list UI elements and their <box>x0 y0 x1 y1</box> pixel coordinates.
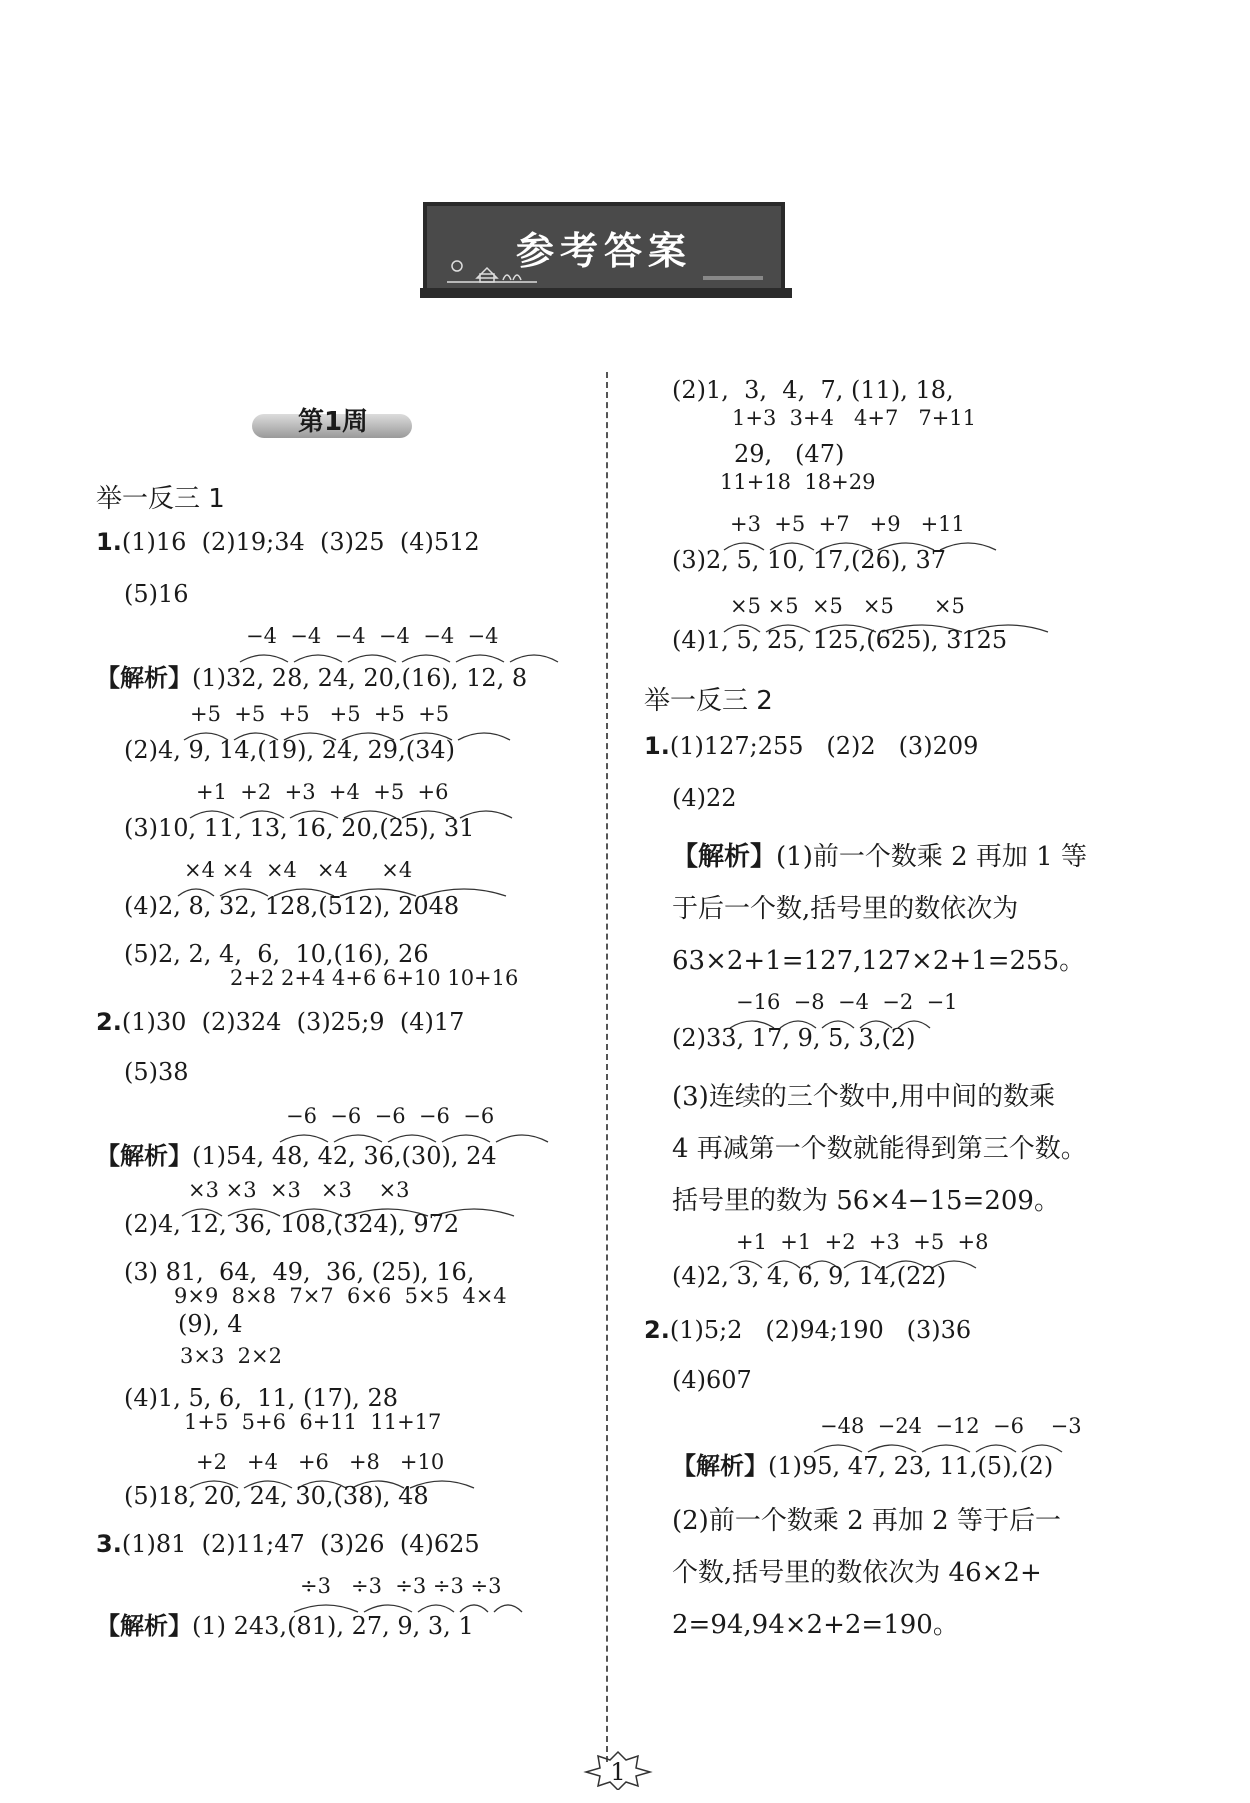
rq2-answer-line2: (4)607 <box>672 1366 752 1394</box>
analysis-tag: 【解析】 <box>672 1452 768 1480</box>
rk2c: 2=94,94×2+2=190。 <box>672 1610 959 1640</box>
q1-answer <box>96 528 480 556</box>
banner-base <box>420 288 792 298</box>
q2-j1-ops: −6 −6 −6 −6 −6 <box>286 1104 495 1128</box>
q1-j2-ops: +5 +5 +5 +5 +5 +5 <box>190 702 450 726</box>
rk1-text: (1)95, 47, 23, 11,(5),(2) <box>768 1452 1054 1480</box>
rj2: (2)33, 17, 9, 5, 3,(2) <box>672 1024 916 1052</box>
q2-j5-ops: +2 +4 +6 +8 +10 <box>196 1450 445 1474</box>
q2-j3b: (9), 4 <box>178 1310 243 1338</box>
r3-ops: +3 +5 +7 +9 +11 <box>730 512 965 536</box>
analysis-tag: 【解析】 <box>96 664 192 692</box>
q1-answer-text: (1)16 (2)19;34 (3)25 (4)512 <box>121 528 480 556</box>
r4: (4)1, 5, 25, 125,(625), 3125 <box>672 626 1008 654</box>
q1-answer-line2: (5)16 <box>124 580 189 608</box>
rj1a <box>672 836 1087 873</box>
analysis-tag: 【解析】 <box>96 1142 192 1170</box>
rq1-answer-line2: (4)22 <box>672 784 737 812</box>
q3-answer <box>96 1530 480 1558</box>
q1-j1 <box>96 658 527 693</box>
rq1-answer <box>644 732 978 760</box>
section-title-2: 举一反三 2 <box>644 686 773 716</box>
r1-sub: 1+3 3+4 4+7 7+11 <box>732 406 977 430</box>
rk1 <box>672 1446 1053 1481</box>
analysis-tag: 【解析】 <box>96 1612 192 1640</box>
q1-j5: (5)2, 2, 4, 6, 10,(16), 26 <box>124 940 429 968</box>
q1-number: 1. <box>96 528 122 556</box>
q3-j1 <box>96 1606 474 1641</box>
q2-answer <box>96 1008 464 1036</box>
rj1b: 于后一个数,括号里的数依次为 <box>672 894 1019 924</box>
rj3b: 4 再减第一个数就能得到第三个数。 <box>672 1134 1087 1164</box>
q1-j2: (2)4, 9, 14,(19), 24, 29,(34) <box>124 736 455 764</box>
rq2-answer-text: (1)5;2 (2)94;190 (3)36 <box>669 1316 972 1344</box>
q1-j3: (3)10, 11, 13, 16, 20,(25), 31 <box>124 814 475 842</box>
rq2-answer <box>644 1316 971 1344</box>
rk1-ops: −48 −24 −12 −6 −3 <box>820 1414 1082 1438</box>
banner-bar <box>703 276 763 280</box>
q2-j1 <box>96 1136 497 1171</box>
house-icon <box>447 256 537 284</box>
q2-j1-text: (1)54, 48, 42, 36,(30), 24 <box>192 1142 497 1170</box>
analysis-tag: 【解析】 <box>672 842 777 872</box>
rq1-number: 1. <box>644 732 670 760</box>
q2-answer-text: (1)30 (2)324 (3)25;9 (4)17 <box>121 1008 465 1036</box>
q2-j3: (3) 81, 64, 49, 36, (25), 16, <box>124 1258 475 1286</box>
q2-j4-sub: 1+5 5+6 6+11 11+17 <box>184 1410 442 1434</box>
q2-number: 2. <box>96 1008 122 1036</box>
rj3a: (3)连续的三个数中,用中间的数乘 <box>672 1082 1056 1112</box>
section-title-1: 举一反三 1 <box>96 484 225 514</box>
rq2-number: 2. <box>644 1316 670 1344</box>
title-banner <box>423 202 785 292</box>
q2-j5: (5)18, 20, 24, 30,(38), 48 <box>124 1482 429 1510</box>
q2-j2-ops: ×3 ×3 ×3 ×3 ×3 <box>188 1178 410 1202</box>
r2: 29, (47) <box>734 440 845 468</box>
q1-j5-sub: 2+2 2+4 4+6 6+10 10+16 <box>230 966 519 990</box>
q3-j1-ops: ÷3 ÷3 ÷3 ÷3 ÷3 <box>300 1574 502 1598</box>
q1-j1-text: (1)32, 28, 24, 20,(16), 12, 8 <box>192 664 528 692</box>
rj4-ops: +1 +1 +2 +3 +5 +8 <box>736 1230 989 1254</box>
rq1-answer-text: (1)127;255 (2)2 (3)209 <box>669 732 979 760</box>
q2-answer-line2: (5)38 <box>124 1058 189 1086</box>
page-title: 参考答案 <box>515 229 692 273</box>
column-divider <box>606 372 608 1762</box>
page-number: 1 <box>610 1758 626 1786</box>
q1-j3-ops: +1 +2 +3 +4 +5 +6 <box>196 780 449 804</box>
rk2a: (2)前一个数乘 2 再加 2 等于后一 <box>672 1506 1061 1536</box>
r3: (3)2, 5, 10, 17,(26), 37 <box>672 546 947 574</box>
q3-j1-text: (1) 243,(81), 27, 9, 3, 1 <box>192 1612 474 1640</box>
q2-j4: (4)1, 5, 6, 11, (17), 28 <box>124 1384 399 1412</box>
rj1a-text: (1)前一个数乘 2 再加 1 等 <box>776 842 1087 872</box>
q3-answer-text: (1)81 (2)11;47 (3)26 (4)625 <box>121 1530 480 1558</box>
q1-j1-ops: −4 −4 −4 −4 −4 −4 <box>246 624 499 648</box>
week-title: 第1周 <box>297 407 369 437</box>
q1-j4: (4)2, 8, 32, 128,(512), 2048 <box>124 892 460 920</box>
rj4: (4)2, 3, 4, 6, 9, 14,(22) <box>672 1262 947 1290</box>
rk2b: 个数,括号里的数依次为 46×2+ <box>672 1558 1042 1588</box>
q3-number: 3. <box>96 1530 122 1558</box>
rj3c: 括号里的数为 56×4−15=209。 <box>672 1186 1060 1216</box>
r1: (2)1, 3, 4, 7, (11), 18, <box>672 376 954 404</box>
q1-j4-ops: ×4 ×4 ×4 ×4 ×4 <box>184 858 413 882</box>
q2-j2: (2)4, 12, 36, 108,(324), 972 <box>124 1210 460 1238</box>
q2-j3b-sub: 3×3 2×2 <box>180 1344 282 1368</box>
rj2-ops: −16 −8 −4 −2 −1 <box>736 990 958 1014</box>
r4-ops: ×5 ×5 ×5 ×5 ×5 <box>730 594 965 618</box>
r2-sub: 11+18 18+29 <box>720 470 876 494</box>
q2-j3-sub: 9×9 8×8 7×7 6×6 5×5 4×4 <box>174 1284 507 1308</box>
rj1c: 63×2+1=127,127×2+1=255。 <box>672 946 1086 976</box>
